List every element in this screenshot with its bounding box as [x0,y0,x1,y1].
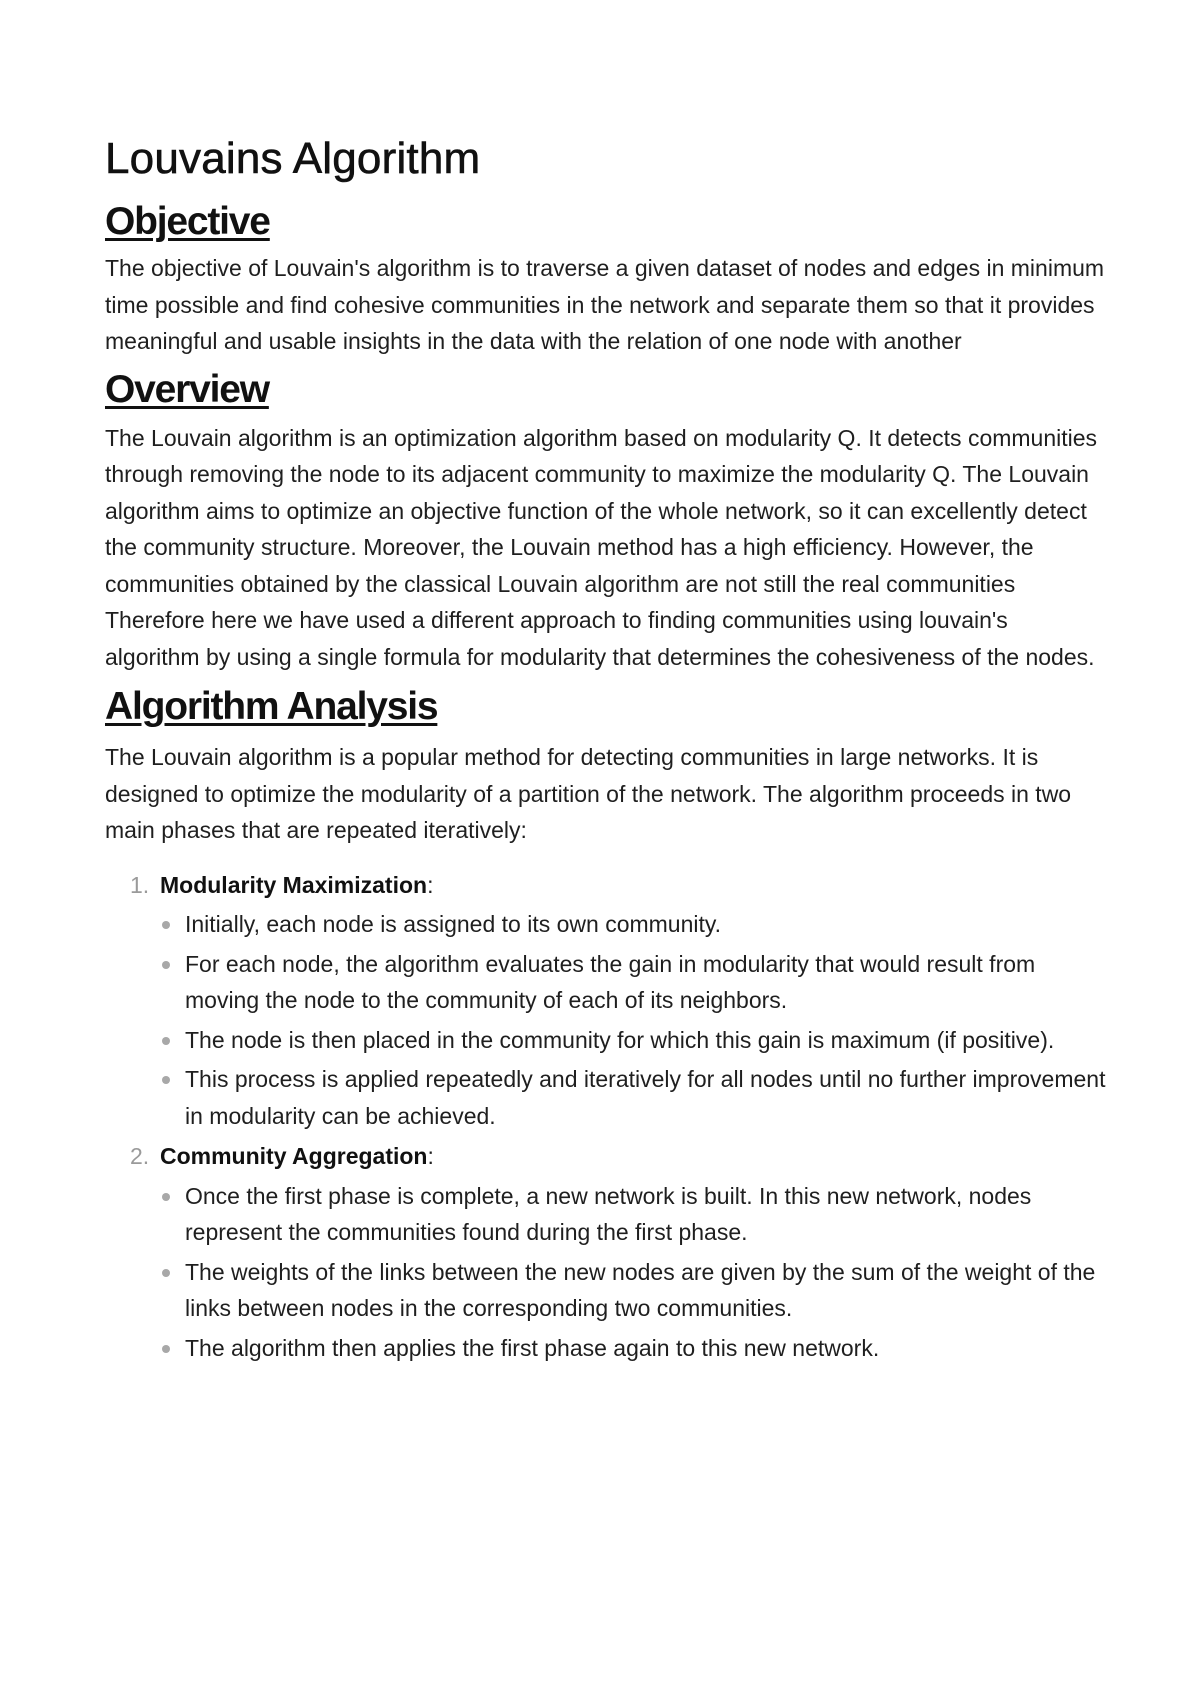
overview-text: The Louvain algorithm is an optimization algorithm based on modularity Q. It detects communities through removing the node to its adjacent community to maximize the modularity Q. The Louvain algorithm aims to optimize an objective function of the whole network, so it can excellently detect the community structure. Moreover, the Louvain method has a high efficiency. However, the communities obtained by the classical Louvain algorithm are not still the real communities Therefore here we have used a different approach to finding communities using louvain's algorithm by using a single formula for modularity that determines the cohesiveness of the nodes. [105,424,1098,670]
step-text: This process is applied repeatedly and iteratively for all nodes until no further improvement in modularity can be achieved. [185,1066,1106,1129]
bullet-icon [162,1076,170,1084]
objective-text: The objective of Louvain's algorithm is to traverse a given dataset of nodes and edges in minimum time possible and find cohesive communities in the network and separate them so that it provides meaningful and usable insights in the data with the relation of one node with another [105,255,1105,354]
algorithm-analysis-text: The Louvain algorithm is a popular method for detecting communities in large networks. It is designed to optimize the modularity of a partition of the network. The algorithm proceeds in two main phases that are repeated iteratively: [105,744,1072,843]
objective-heading: Objective [105,200,270,243]
step-item [160,946,1108,1019]
step-item [160,1061,1108,1134]
document-title: Louvains Algorithm [105,134,481,183]
phase-number: 1. [130,871,150,898]
step-item [160,1330,1108,1367]
step-item [160,906,1108,943]
bullet-icon [162,1037,170,1045]
step-list [130,1178,1108,1367]
step-text: Initially, each node is assigned to its own community. [185,911,722,937]
bullet-icon [162,921,170,929]
step-text: The node is then placed in the community for which this gain is maximum (if positive). [185,1026,1055,1053]
phase-title: Community Aggregation [160,1143,428,1169]
step-list [130,906,1108,1134]
phase-item-modularity-maximization [130,867,1108,1135]
step-item [160,1022,1108,1059]
step-text: Once the first phase is complete, a new network is built. In this new network, nodes represent the communities found during the first phase. [185,1182,1032,1245]
step-text: For each node, the algorithm evaluates the gain in modularity that would result from moving the node to the community of each of its neighbors. [185,950,1036,1013]
phase-number: 2. [130,1143,150,1169]
bullet-icon [162,1269,170,1277]
phase-list [105,867,1108,1367]
bullet-icon [162,1345,170,1353]
phase-header [130,867,1108,904]
phase-header [130,1138,1108,1175]
phase-title: Modularity Maximization [160,871,428,898]
overview-heading: Overview [105,367,269,411]
phase-item-community-aggregation [130,1138,1108,1366]
phase-colon: : [427,871,434,898]
bullet-icon [162,1193,170,1201]
algorithm-analysis-heading: Algorithm Analysis [105,685,438,728]
bullet-icon [162,961,170,969]
step-item [160,1254,1108,1327]
step-item [160,1178,1108,1251]
step-text: The weights of the links between the new nodes are given by the sum of the weight of the links between nodes in the corresponding two communities. [185,1258,1096,1321]
phase-colon: : [427,1143,434,1169]
step-text: The algorithm then applies the first phase again to this new network. [185,1334,880,1361]
